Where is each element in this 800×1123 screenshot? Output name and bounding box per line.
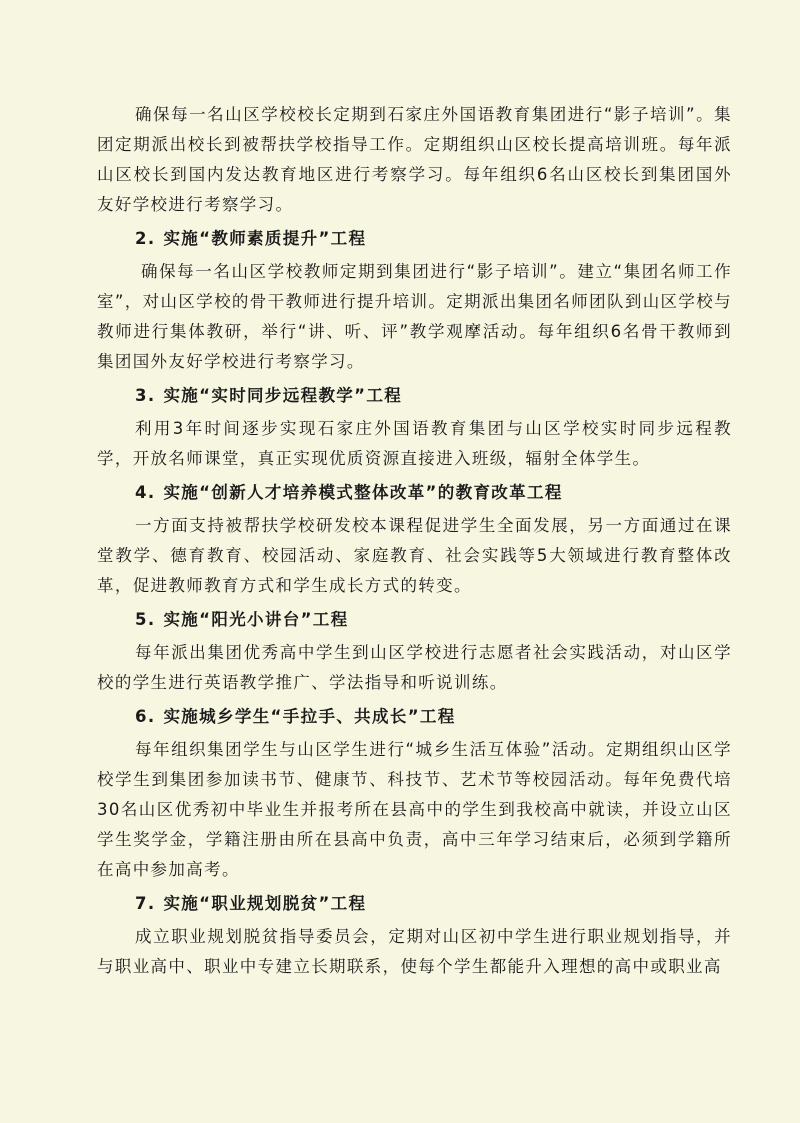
- paragraph-hand-in-hand: 每年组织集团学生与山区学生进行“城乡生活互体验”活动。定期组织山区学校学生到集团参加读书节、健康节、科技节、艺术节等校园活动。每年免费代培30名山区优秀初中毕业生并报考所在县高中的学生到我校高中就读，并设立山区学生奖学金，学籍注册由所在县高中负责，高中三年学习结束后，必须到学籍所在高中参加高考。: [97, 740, 732, 879]
- paragraph-teacher-quality: 确保每一名山区学校教师定期到集团进行“影子培训”。建立“集团名师工作室”，对山区学校的骨干教师进行提升培训。定期派出集团名师团队到山区学校与教师进行集体教研，举行“讲、听、评”教学观摩活动。每年组织6名骨干教师到集团国外友好学校进行考察学习。: [97, 262, 732, 371]
- heading-number: 4.: [135, 483, 156, 502]
- paragraph-reform: 一方面支持被帮扶学校研发校本课程促进学生全面发展，另一方面通过在课堂教学、德育教育、校园活动、家庭教育、社会实践等5大领域进行教育整体改革，促进教师教育方式和学生成长方式的转变。: [97, 516, 732, 595]
- heading-career-planning: [97, 889, 732, 919]
- paragraph-sunshine-podium: 每年派出集团优秀高中学生到山区学校进行志愿者社会实践活动，对山区学校的学生进行英语教学推广、学法指导和听说训练。: [97, 643, 732, 692]
- heading-text: 实施“教师素质提升”工程: [163, 229, 367, 248]
- paragraph-career-planning: 成立职业规划脱贫指导委员会，定期对山区初中学生进行职业规划指导，并与职业高中、职业中专建立长期联系，使每个学生都能升入理想的高中或职业高: [97, 927, 732, 976]
- heading-text: 实施城乡学生“手拉手、共成长”工程: [163, 707, 456, 726]
- heading-number: 6.: [135, 707, 156, 726]
- heading-remote-teaching: [97, 381, 732, 411]
- heading-number: 2.: [135, 229, 156, 248]
- heading-number: 7.: [135, 894, 156, 913]
- heading-text: 实施“实时同步远程教学”工程: [163, 386, 403, 405]
- heading-teacher-quality: [97, 224, 732, 254]
- heading-hand-in-hand: [97, 702, 732, 732]
- paragraph-remote-teaching: 利用3年时间逐步实现石家庄外国语教育集团与山区学校实时同步远程教学，开放名师课堂，真正实现优质资源直接进入班级，辐射全体学生。: [97, 419, 732, 468]
- heading-text: 实施“创新人才培养模式整体改革”的教育改革工程: [163, 483, 563, 502]
- heading-text: 实施“职业规划脱贫”工程: [163, 894, 367, 913]
- paragraph-principal-training: 确保每一名山区学校校长定期到石家庄外国语教育集团进行“影子培训”。集团定期派出校长到被帮扶学校指导工作。定期组织山区校长提高培训班。每年派山区校长到国内发达教育地区进行考察学习。每年组织6名山区校长到集团国外友好学校进行考察学习。: [97, 105, 732, 214]
- heading-number: 3.: [135, 386, 156, 405]
- heading-text: 实施“阳光小讲台”工程: [163, 610, 349, 629]
- heading-sunshine-podium: [97, 605, 732, 635]
- heading-reform: [97, 478, 732, 508]
- heading-number: 5.: [135, 610, 156, 629]
